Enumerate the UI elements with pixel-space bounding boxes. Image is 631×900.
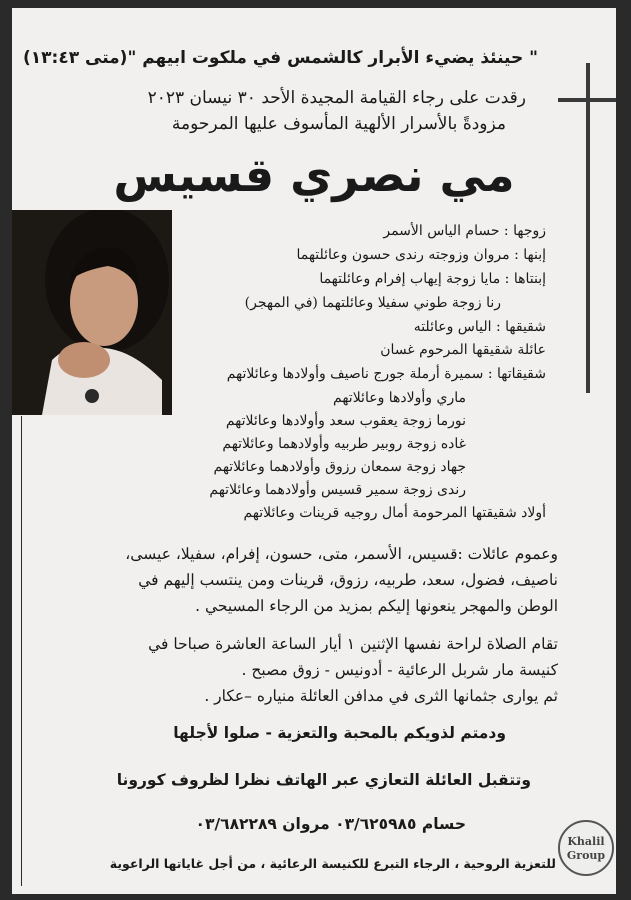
obituary-sheet [12,8,616,894]
family-line: إبنها : مروان وزوجته رندى حسون وعائلتهما [296,247,546,263]
family-line: عائلة شقيقها المرحوم غسان [380,342,546,358]
deceased-name: مي نصري قسيس [113,148,515,202]
condolences-line: وتتقبل العائلة التعازي عبر الهاتف نظرا لظروف كورونا [116,771,531,789]
prayer-line: كنيسة مار شربل الرعائية - أدونيس - زوق مصبح . [241,661,558,679]
khalil-group-stamp: Khalil Group [558,820,614,876]
footer-line: للتعزية الروحية ، الرجاء التبرع للكنيسة الرعائية ، من أجل غاياتها الراعوية [109,856,556,871]
portrait-photo [12,210,172,415]
family-line: أولاد شقيقتها المرحومة أمال روجيه قرينات وعائلاتهم [243,505,546,521]
family-line: غاده زوجة روبير طربيه وأولادهما وعائلاتهم [222,436,466,452]
bible-quote: " حينئذ يضيء الأبرار كالشمس في ملكوت ابيهم "(متى ١٣:٤٣) [23,48,538,68]
family-line: رندى زوجة سمير قسيس وأولادهما وعائلاتهم [209,482,466,498]
family-line: زوجها : حسام الياس الأسمر [383,223,546,239]
family-line: شقيقاتها : سميرة أرملة جورج ناصيف وأولادها وعائلاتهم [226,366,546,382]
family-line: إبنتاها : مايا زوجة إيهاب إفرام وعائلتهما [319,271,546,287]
prayer-line: تقام الصلاة لراحة نفسها الإثنين ١ أيار الساعة العاشرة صباحا في [148,635,558,653]
family-line: رنا زوجة طوني سفيلا وعائلتهما (في المهجر) [244,295,501,311]
family-line: جهاد زوجة سمعان رزوق وأولادهما وعائلاتهم [213,459,466,475]
prayer-line: ثم يوارى جثمانها الثرى في مدافن العائلة منياره –عكار . [204,687,558,705]
families-line: ناصيف، فضول، سعد، طربيه، رزوق، قرينات ومن ينتسب إليهم في [138,571,558,589]
cross-icon [586,63,590,393]
vertical-divider [21,416,22,886]
death-notice-line: رقدت على رجاء القيامة المجيدة الأحد ٣٠ نيسان ٢٠٢٣ [147,88,526,108]
family-line: ماري وأولادها وعائلاتهم [333,390,466,406]
sacraments-line: مزودةً بالأسرار الألهية المأسوف عليها المرحومة [171,114,506,134]
family-line: نورما زوجة يعقوب سعد وأولادها وعائلاتهم [225,413,466,429]
cross-icon-arm [558,98,616,102]
family-line: شقيقها : الياس وعائلته [413,319,546,335]
families-line: وعموم عائلات :قسيس، الأسمر، متى، حسون، إفرام، سفيلا، عيسى، [125,545,558,563]
closing-line: ودمتم لذويكم بالمحبة والتعزية - صلوا لأجلها [173,724,506,742]
phone-numbers: حسام ٠٣/٦٢٥٩٨٥ مروان ٠٣/٦٨٢٢٨٩ [195,815,466,833]
families-line: الوطن والمهجر ينعونها إليكم بمزيد من الرجاء المسيحي . [195,597,558,615]
